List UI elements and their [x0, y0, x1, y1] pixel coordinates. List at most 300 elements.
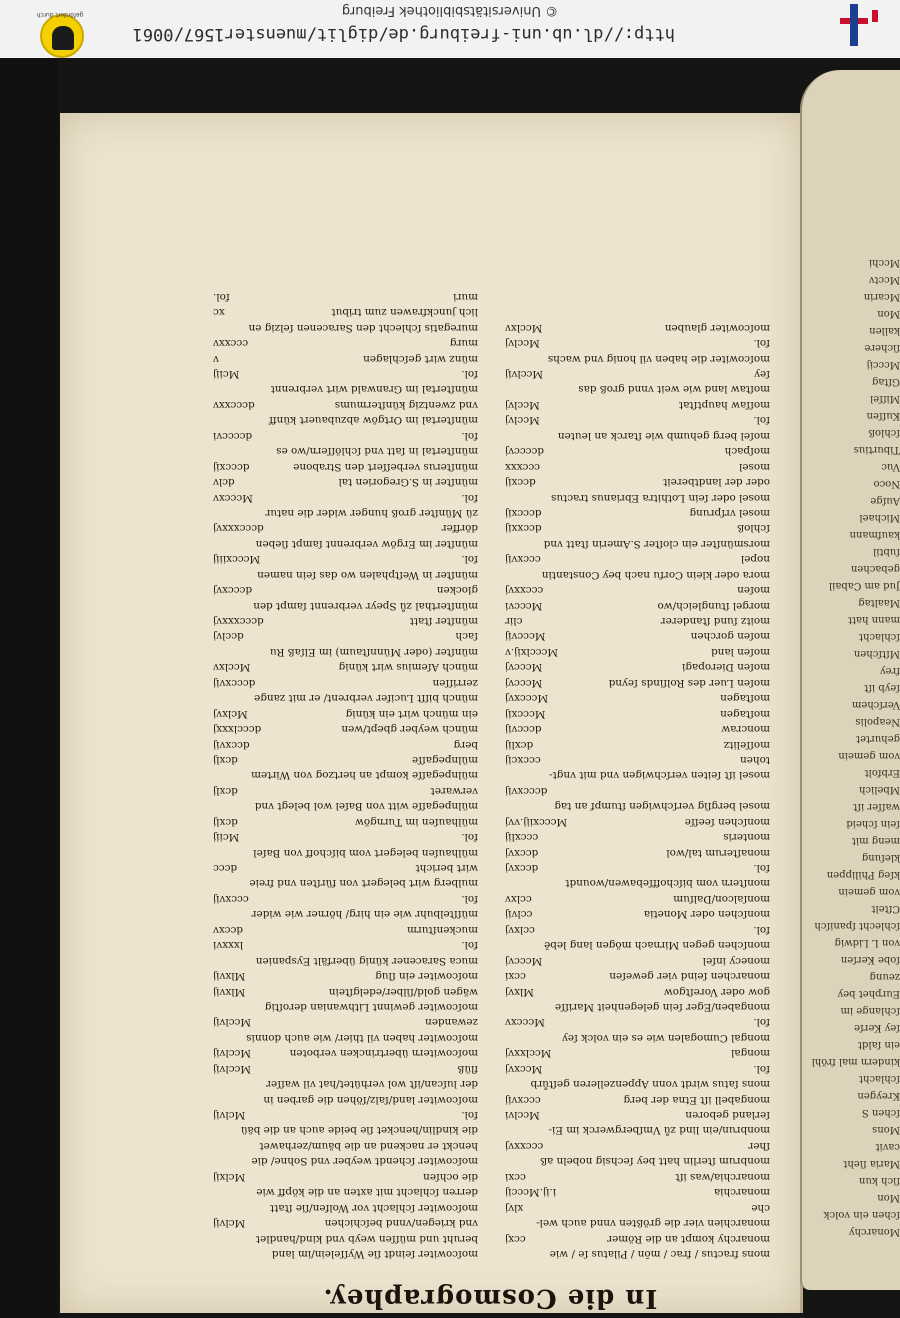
index-entry-text: fol.	[461, 429, 478, 442]
index-entry-folio: Mccclxij.v	[505, 645, 558, 658]
index-entry	[213, 1091, 478, 1106]
index-entry-text: tohen	[740, 754, 770, 766]
index-entry	[505, 613, 770, 628]
index-entry-text: fol.	[753, 1016, 770, 1029]
index-entry-text: monarchia	[714, 1186, 770, 1199]
index-entry	[505, 1184, 770, 1199]
index-entry	[213, 1076, 478, 1091]
index-entry-text: monſalcon/Dalſum	[673, 892, 770, 905]
index-entry-folio: Mcccvj	[505, 954, 543, 967]
index-entry-text: fol.	[753, 1062, 770, 1075]
index-entry	[213, 319, 478, 334]
index-entry	[505, 381, 770, 396]
index-entry-text: mons fractus / frac / mõn / Pilatus ſe / wie	[549, 1248, 770, 1260]
adjacent-page-line: Noco	[873, 478, 900, 489]
index-entry-folio: xlvj	[505, 1201, 524, 1214]
index-entry	[505, 1230, 770, 1245]
index-entry-text: moſcowiter ſchendt weyber vnd Sohne/ die	[251, 1155, 478, 1168]
index-entry-text: gow oder Voreſtgow	[663, 985, 770, 998]
index-entry-text: monteris	[723, 831, 770, 844]
index-entry-folio: cccxvij	[505, 553, 541, 566]
index-entry-text: münch biſſt Lucifer verbrent/ er mit zange	[254, 692, 478, 705]
index-entry	[213, 1230, 478, 1245]
index-entry	[505, 397, 770, 412]
adjacent-page-line: gebachen	[850, 563, 900, 574]
index-entry-folio: Mcccvij	[505, 630, 546, 643]
index-entry-text: ſchloß	[737, 522, 770, 535]
index-entry-text: wirt bericht	[415, 862, 478, 875]
index-entry	[213, 983, 478, 998]
index-entry-text: ſach	[455, 630, 478, 643]
index-entry-text: mülnpegaſſe kompt an hertzog von Wirtem	[251, 769, 478, 782]
index-entry	[213, 674, 478, 689]
index-entry-folio: dcclvj	[213, 630, 244, 643]
funder-caption: gefördert durch	[36, 11, 84, 18]
index-entry-text: fol.	[753, 337, 770, 350]
index-entry-folio: cccxxvj	[505, 1139, 544, 1152]
index-entry	[505, 1199, 770, 1214]
adjacent-page-line: ſchlacht	[859, 631, 900, 642]
index-entry-folio: cccxvij	[213, 892, 249, 905]
index-entry-text: mosel	[739, 460, 770, 473]
adjacent-page-line: Erbfolt	[864, 767, 900, 778]
index-entry-folio: dcccxxxvj	[213, 522, 264, 535]
index-entry-text: die kindlin/hencket ſie beide auch an die bäü	[240, 1124, 478, 1137]
index-entry-folio: dcccxvij	[505, 784, 548, 797]
index-entry-text: monarchy kompt an die Römer	[607, 1232, 770, 1245]
index-entry	[505, 443, 770, 458]
index-entry-folio: dccxvj	[505, 846, 539, 859]
index-entry-text: mongaben/Eger ſein gelegenheit Mariſſe	[555, 1001, 770, 1013]
index-entry-text: müſſtelbuhr wie ein hirg/ hörner wie wider	[251, 908, 478, 921]
index-entry-folio: Mcccxiiij	[213, 553, 261, 566]
index-entry-text: moncraw	[721, 723, 770, 736]
adjacent-page-line: Mcchi	[868, 257, 900, 268]
index-entry	[213, 891, 478, 906]
index-entry	[213, 721, 478, 736]
adjacent-page-line: cavit	[875, 1141, 900, 1152]
index-entry	[505, 1107, 770, 1122]
index-entry-text: dörffer	[441, 522, 478, 535]
index-entry	[505, 474, 770, 489]
book-page	[60, 113, 803, 1313]
index-entry	[213, 1122, 478, 1137]
index-entry-folio: Mcccxiij.vvj	[505, 815, 568, 828]
index-entry-text: mora oder klein Corfu nach bey Constantin	[541, 568, 770, 581]
index-entry-folio: Mcclvi	[505, 1109, 540, 1122]
index-entry-text: monecy inſel	[702, 954, 770, 967]
index-entry-folio: Mcccxv	[505, 1016, 545, 1029]
index-entry-text: mons ſatus wirdt vonn Appenzelleren geſtůrb	[530, 1078, 770, 1091]
index-entry-folio: cccxcij	[505, 754, 541, 766]
index-entry	[505, 752, 770, 767]
adjacent-page-line: vom gemein	[838, 886, 900, 897]
adjacent-page-line: ſchlecht ſpaniſch	[814, 920, 900, 931]
index-entry-text: moſcowiter ſchlacht vor Wolfen/ſie ſtatt	[269, 1201, 478, 1214]
index-entry-text: muregatis ſchlecht den Saracenen ſelzig en	[248, 321, 478, 334]
index-entry-folio: dcccxij	[505, 507, 542, 519]
index-entry-text: beruht und müſſen weyb vnd kind/handlet	[255, 1232, 478, 1245]
index-entry-folio: cclvij	[505, 908, 533, 921]
index-entry	[505, 1138, 770, 1153]
index-entry	[213, 397, 478, 412]
index-entry	[213, 427, 478, 442]
index-entry-folio: dcxlj	[213, 784, 238, 797]
coat-of-arms-icon	[52, 26, 74, 50]
index-entry	[213, 304, 478, 319]
index-entry-folio: Mciij	[213, 831, 240, 844]
index-entry	[213, 798, 478, 813]
index-entry	[505, 597, 770, 612]
index-entry-folio: Mcclxv	[505, 321, 543, 334]
index-entry	[213, 999, 478, 1014]
adjacent-page-line: vom gemein	[838, 750, 900, 761]
index-entry	[505, 721, 770, 736]
adjacent-page-line: ſchlacht	[859, 1073, 900, 1084]
index-entry-folio: Mclxij	[213, 1170, 246, 1183]
index-entry	[505, 458, 770, 473]
index-entry-text: berg	[453, 738, 478, 751]
index-entry-folio: Mcccxv	[213, 491, 253, 504]
index-entry-folio: Mcclvj	[505, 414, 540, 427]
copyright-notice: © Universitätsbibliothek Freiburg	[341, 3, 559, 18]
adjacent-page-line: Kreygen	[857, 1090, 900, 1101]
adjacent-page-line: Miſſel	[870, 393, 900, 404]
index-entry	[213, 1168, 478, 1183]
index-entry-text: moſcowiter ſeindt ſie Wyſſelein/im land	[271, 1248, 478, 1260]
index-entry-text: fol.	[753, 862, 770, 875]
index-entry	[505, 1060, 770, 1075]
index-entry-folio: v	[213, 352, 219, 365]
index-entry-folio: fol.	[213, 290, 230, 303]
index-entry-folio: dcxlj	[213, 815, 238, 828]
adjacent-page	[800, 70, 900, 1290]
index-entry	[213, 752, 478, 767]
adjacent-page-line: ſichere	[864, 342, 900, 353]
index-entry-text: mülnpegaſſe	[411, 754, 478, 766]
index-entry	[213, 613, 478, 628]
index-entry	[505, 582, 770, 597]
index-entry-text: zü Münſter groß hunger wider die natur	[265, 507, 478, 519]
adjacent-page-line: ſeyb iſt	[864, 682, 900, 693]
index-entry-folio: Mlxvj	[505, 985, 534, 998]
index-entry-text: glocken	[436, 584, 478, 597]
index-entry-folio: Mclxvj	[213, 707, 248, 720]
index-entry-folio: Mcclvij	[213, 1016, 252, 1029]
index-entry	[213, 1153, 478, 1168]
index-entry	[213, 659, 478, 674]
index-entry-text: mosel bergſig verſchwigen ſtumpf an tag	[554, 800, 770, 813]
index-entry	[505, 319, 770, 334]
index-entry-text: ſerland geboren	[685, 1109, 770, 1122]
index-entry	[213, 474, 478, 489]
index-entry-text: moſcowiter gewinnt Lithwanian deroſtig	[264, 1001, 478, 1013]
index-entry	[213, 1199, 478, 1214]
index-entry	[505, 551, 770, 566]
index-entry-text: monſchen gegen Mirnach mögen lang lebē	[544, 939, 770, 952]
index-entry-text: mulberg wirt belegert von fürſten vnd freie	[249, 877, 478, 890]
index-entry-folio: cccxxv	[213, 337, 249, 350]
index-entry	[505, 983, 770, 998]
index-entry	[505, 690, 770, 705]
index-entry-text: murg	[449, 337, 478, 350]
index-entry-text: moſtaw land wie weit vnnd groß das	[578, 383, 770, 396]
index-entry-text: monbrun/ein lind zů Vmſbergwerck im Ei-	[548, 1124, 770, 1137]
index-entry	[505, 1153, 770, 1168]
index-entry-text: nopel	[740, 553, 770, 566]
index-entry	[505, 705, 770, 720]
adjacent-page-line: Mcccij	[866, 359, 900, 370]
adjacent-page-line: Michael	[859, 512, 900, 523]
index-entry	[505, 999, 770, 1014]
index-entry-folio: dcccxij	[213, 460, 250, 473]
binding-cloth	[0, 58, 58, 1318]
index-entry-text: münſter im Ergöw verbrennt ſampt ſieben	[255, 537, 478, 550]
index-entry	[213, 1246, 478, 1261]
index-entry	[505, 1168, 770, 1183]
index-entry-folio: dccclxxxj	[213, 723, 262, 736]
index-entry-text: münſterus verbeſſert den Strabone	[293, 460, 478, 473]
adjacent-page-line: mann hatt	[848, 614, 900, 625]
register-text-block	[210, 290, 770, 1313]
index-entry-text: zewanden	[425, 1016, 478, 1029]
index-entry-text: moſen gorchen	[690, 630, 770, 643]
index-entry	[505, 937, 770, 952]
index-entry	[213, 952, 478, 967]
index-entry	[505, 566, 770, 581]
index-entry	[213, 644, 478, 659]
index-entry-text: wägen gold/ſilber/edelgſtein	[328, 985, 478, 998]
ub-freiburg-logo-icon[interactable]	[838, 4, 886, 48]
index-entry-folio: Mcccvj	[505, 661, 543, 674]
adjacent-page-line: ſein ſcheid	[846, 818, 900, 829]
index-entry-folio: dccccvi	[213, 429, 253, 442]
index-entry-text: münſter in S.Gregorien tal	[338, 476, 478, 489]
adjacent-page-line: Maria ſieht	[843, 1158, 900, 1169]
index-entry	[213, 350, 478, 365]
index-entry-folio: i.ij.Mcccij	[505, 1186, 557, 1199]
index-entry-text: vnd zwentzig künſtermums	[334, 398, 478, 411]
index-entry	[505, 844, 770, 859]
index-column-left	[505, 321, 770, 1261]
color-scale-strip	[0, 1300, 120, 1318]
index-entry-text: zerriſſen	[432, 676, 478, 689]
adjacent-page-line: kſeg Philippen	[826, 869, 900, 880]
index-entry-text: ſher	[748, 1139, 770, 1152]
index-entry	[213, 412, 478, 427]
adjacent-page-line: waſſer iſt	[853, 801, 900, 812]
adjacent-page-line: Gſtag	[871, 376, 900, 387]
funder-logo[interactable]	[38, 10, 86, 58]
adjacent-page-line: Vuc	[881, 461, 900, 472]
index-entry-text: moſcowitern übertrincken verboten	[289, 1047, 478, 1060]
index-entry	[213, 1014, 478, 1029]
index-entry-folio: dccxxij	[505, 522, 542, 535]
adjacent-page-line: Verſchem	[851, 699, 900, 710]
index-entry	[505, 906, 770, 921]
index-entry-text: fol.	[461, 491, 478, 504]
index-entry-folio: cccxxvj	[505, 584, 544, 597]
adjacent-page-line: kallen	[869, 325, 900, 336]
index-entry-text: monſchen oder Monetia	[643, 908, 770, 921]
index-entry-folio: Mlxvij	[213, 970, 246, 983]
index-entry	[505, 335, 770, 350]
adjacent-page-line: frey	[879, 665, 900, 676]
index-entry-text: oder der landtbereit	[663, 476, 770, 489]
adjacent-page-line: meng mit	[851, 835, 900, 846]
index-entry	[213, 968, 478, 983]
index-entry	[213, 582, 478, 597]
index-entry-folio: Mcccvi	[505, 599, 543, 612]
index-entry-folio: Mcccxij	[505, 707, 546, 720]
adjacent-page-line: Mcctv	[868, 274, 900, 285]
index-entry-folio: dccxvj	[505, 862, 539, 875]
index-entry-folio: Mccxvj	[505, 1062, 543, 1075]
index-entry-folio: Mclvij	[213, 1217, 246, 1230]
index-entry	[505, 412, 770, 427]
adjacent-page-line: kleſung	[861, 852, 900, 863]
index-entry-text: monſtern vom biſchoffſebawen/woundt	[565, 877, 770, 890]
index-entry	[213, 875, 478, 890]
index-entry	[505, 674, 770, 689]
adjacent-page-line: ſchloß	[868, 427, 900, 438]
index-entry-text: moſſelitz	[723, 738, 770, 751]
adjacent-page-line: ſubtil	[873, 546, 900, 557]
index-entry-text: münch weyber gbept/wen	[341, 723, 478, 736]
index-entry-text: fol.	[461, 1109, 478, 1122]
index-entry-text: mosel oder ſein Lothitra Ebrianus tractus	[551, 491, 770, 504]
index-entry	[505, 860, 770, 875]
adjacent-page-line: Cſtelt	[871, 903, 900, 914]
index-entry-folio: Mlxvij	[213, 985, 246, 998]
index-entry-text: münſtertal in ſatt vnd ſchlöſſern/wo es	[276, 445, 478, 458]
adjacent-page-line: Maaltag	[858, 597, 900, 608]
index-entry-text: mongal	[731, 1047, 770, 1060]
index-entry-text: moſel berg gehumb wie ſtarck an leuten	[557, 429, 770, 442]
index-entry	[213, 860, 478, 875]
index-entry-text: moſtagen	[720, 692, 770, 705]
permalink-url[interactable]: http://dl.ub.uni-freiburg.de/diglit/muenster1567/0061	[132, 24, 675, 44]
index-entry-folio: Mcccvj	[505, 676, 543, 689]
index-entry	[213, 335, 478, 350]
index-entry-text: mülhauſen belegert vom biſchoff von Baſel	[253, 846, 478, 859]
index-entry	[213, 566, 478, 581]
index-entry	[505, 875, 770, 890]
index-entry	[505, 659, 770, 674]
index-entry	[213, 1029, 478, 1044]
adjacent-page-line: Kuſſen	[866, 410, 900, 421]
index-entry-text: münſterthal zů Speyr verbrennt ſampt den	[253, 599, 478, 612]
index-entry-text: mülnpegaſſe witt von Baſel wol belegt vnd	[254, 800, 478, 813]
index-entry-text: moſen	[737, 584, 770, 597]
index-entry	[505, 1014, 770, 1029]
index-entry-text: moſen Dieropagi	[682, 661, 770, 674]
adjacent-page-line: kaufmann	[849, 529, 900, 540]
index-entry-folio: dccxij	[505, 476, 536, 489]
index-entry-text: moſcowiter ein ſlug	[375, 970, 478, 983]
index-entry-text: die ochſen	[423, 1170, 478, 1183]
adjacent-page-line: Mon	[877, 1192, 900, 1203]
index-entry-folio: dccxv	[213, 923, 244, 936]
index-entry-folio: cclxv	[505, 892, 532, 905]
index-entry-text: muca Saracener künig überfält Eyspanien	[255, 954, 478, 967]
index-entry-folio: dcccxxv	[213, 398, 255, 411]
index-entry	[213, 921, 478, 936]
index-entry-text: ſey	[754, 368, 770, 381]
index-entry	[213, 489, 478, 504]
index-entry	[505, 1091, 770, 1106]
index-entry	[213, 1107, 478, 1122]
viewer-banner	[0, 0, 900, 59]
index-entry	[505, 1045, 770, 1060]
index-entry-text: muckenſturm	[406, 923, 478, 936]
index-entry	[213, 736, 478, 751]
index-entry-text: mosel vrſprung	[689, 507, 770, 519]
index-entry	[213, 381, 478, 396]
index-entry-text: monarchen ſeind vier geweſen	[609, 970, 770, 983]
index-entry-text: mülhauſen im Turngöw	[355, 815, 478, 828]
index-entry-text: monarchia/was iſt	[675, 1170, 770, 1183]
index-entry-text: fol.	[461, 831, 478, 844]
adjacent-page-line: Mon	[877, 308, 900, 319]
index-entry	[213, 458, 478, 473]
index-entry-folio: Mcclxv	[213, 661, 251, 674]
index-entry	[213, 829, 478, 844]
adjacent-page-line: Mbelich	[859, 784, 900, 795]
index-entry-folio: Mcclxxvj	[505, 1047, 552, 1060]
index-entry-text: moitz ſund ſtanderer	[660, 615, 770, 628]
index-entry-text: derren ſchlacht mit axten an die köpff wie	[256, 1186, 478, 1199]
index-entry-text: fol.	[753, 414, 770, 427]
index-entry-text: monarchien vier die größten vnnd auch wel-	[536, 1217, 770, 1230]
index-entry-folio: dclv	[213, 476, 235, 489]
index-entry-text: moſen Luer des Rolſinds ſeynd	[608, 676, 770, 689]
index-entry	[505, 952, 770, 967]
index-entry	[213, 906, 478, 921]
index-entry	[213, 690, 478, 705]
index-entry-text: monbrum ſterlin hatt bey ſechsig nobeln aß	[540, 1155, 770, 1168]
adjacent-page-line: ein ſaldt	[857, 1039, 900, 1050]
adjacent-page-line: zeung	[869, 971, 900, 982]
index-entry-folio: xc	[213, 306, 225, 319]
index-entry	[505, 813, 770, 828]
index-entry-folio: ccxi	[505, 970, 526, 983]
index-entry-text: che	[751, 1201, 770, 1214]
index-entry-text: fol.	[461, 939, 478, 952]
index-entry-text: vnd kriegen/vnnd beſchichen	[324, 1217, 478, 1230]
index-entry-text: morgel ſtungleich/wo	[657, 599, 770, 612]
adjacent-page-line: gehurtet	[856, 733, 900, 744]
adjacent-page-line: Eurphet bey	[837, 988, 900, 999]
index-entry-folio: dcccxxxvj	[213, 615, 264, 628]
index-entry-folio: Mcclvij	[505, 368, 544, 381]
index-entry-folio: clir	[505, 615, 523, 628]
index-entry-text: mosel iſt ſeiten verſchwigen vnd mit vngt-	[549, 769, 770, 782]
index-entry	[505, 798, 770, 813]
index-entry	[505, 427, 770, 442]
index-entry-folio: Mclvij	[213, 1109, 246, 1122]
index-entry	[505, 535, 770, 550]
index-entry-folio: lxxxvi	[213, 939, 244, 952]
adjacent-page-line: Jud am Cabail	[828, 580, 900, 591]
index-entry-text: morsmünſter ein cloſter S.Amerin ſtatt vnd	[543, 537, 770, 550]
index-entry	[505, 921, 770, 936]
index-entry-text: verwaret	[430, 784, 478, 797]
index-entry-folio: dccc	[213, 862, 238, 875]
index-entry-folio: dcccxvij	[213, 676, 256, 689]
index-entry	[213, 520, 478, 535]
index-entry	[213, 366, 478, 381]
